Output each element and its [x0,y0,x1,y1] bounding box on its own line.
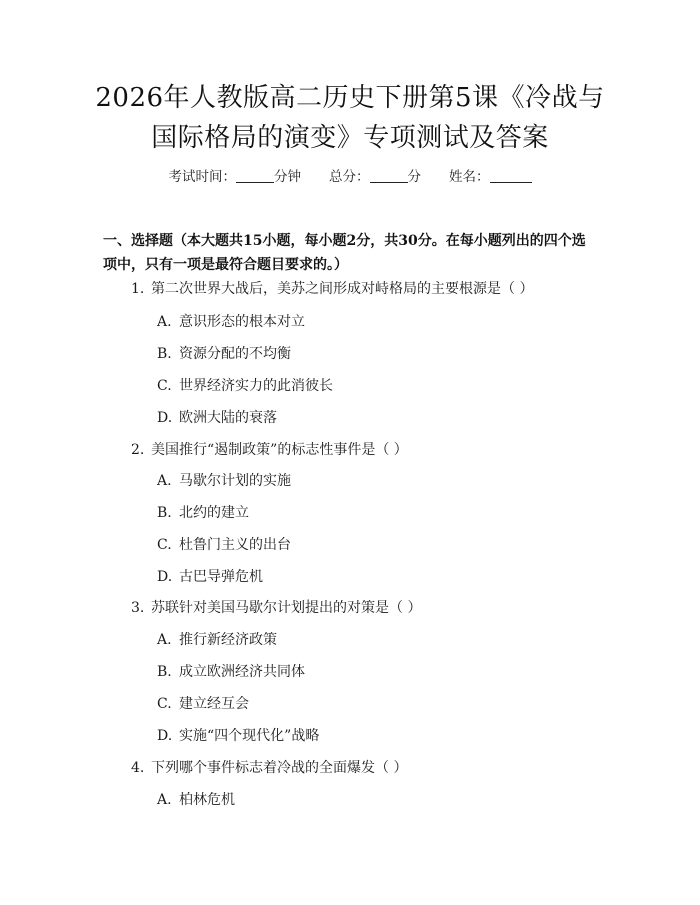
option-text: 古巴导弹危机 [179,569,263,585]
option-text: 实施“四个现代化”战略 [179,728,320,744]
option-text: 成立欧洲经济共同体 [179,664,305,680]
question-number: 3. [131,600,145,616]
question-1-option-d [157,408,277,428]
time-label: 考试时间： [168,169,236,185]
section-heading-line-1: 一、选择题（本大题共15小题，每小题2分，共30分。在每小题列出的四个选 [103,233,586,249]
option-text: 马歇尔计划的实施 [179,473,291,489]
question-number: 2. [131,442,145,458]
question-text: 美国推行“遏制政策”的标志性事件是（ ） [151,442,408,458]
option-text: 北约的建立 [179,505,249,521]
question-1-option-c [157,376,333,396]
option-letter: A. [157,314,172,330]
question-3-option-b [157,662,305,682]
option-letter: A. [157,473,172,489]
question-number: 4. [131,760,145,776]
option-letter: B. [157,505,172,521]
option-text: 杜鲁门主义的出台 [179,537,291,553]
option-letter: A. [157,632,172,648]
option-letter: D. [157,410,173,426]
time-unit: 分钟 [274,169,301,185]
question-4 [131,758,407,778]
question-3 [131,598,421,618]
document-title-line-2: 国际格局的演变》专项测试及答案 [151,123,549,153]
option-letter: C. [157,537,172,553]
question-number: 1. [131,281,145,297]
option-letter: D. [157,569,173,585]
score-label: 总分： [329,169,370,185]
option-letter: D. [157,728,173,744]
option-text: 柏林危机 [179,792,235,808]
question-text: 苏联针对美国马歇尔计划提出的对策是（ ） [151,600,422,616]
question-text: 第二次世界大战后，美苏之间形成对峙格局的主要根源是（ ） [151,281,534,297]
question-3-option-a [157,630,277,650]
question-3-option-c [157,694,249,714]
name-label: 姓名： [449,169,490,185]
option-letter: C. [157,378,172,394]
option-text: 资源分配的不均衡 [179,346,291,362]
option-text: 世界经济实力的此消彼长 [179,378,333,394]
option-letter: A. [157,792,172,808]
option-text: 欧洲大陆的衰落 [179,410,277,426]
question-2-option-a [157,471,291,491]
question-2-option-c [157,535,291,555]
section-heading-line-2: 项中，只有一项是最符合题目要求的。） [103,257,348,273]
question-4-option-a [157,790,235,810]
option-text: 推行新经济政策 [179,632,277,648]
option-text: 意识形态的根本对立 [179,314,305,330]
option-letter: B. [157,664,172,680]
name-blank [490,168,532,183]
question-1-option-b [157,344,291,364]
question-3-option-d [157,726,319,746]
question-2-option-d [157,567,263,587]
exam-meta-line [0,167,700,187]
question-1-option-a [157,312,305,332]
option-letter: C. [157,696,172,712]
question-2 [131,440,408,460]
document-title-line-1: 2026年人教版高二历史下册第5课《冷战与 [95,83,605,113]
time-blank [236,168,274,183]
question-1 [131,279,533,299]
score-unit: 分 [407,169,421,185]
score-blank [370,168,408,183]
option-text: 建立经互会 [179,696,249,712]
question-2-option-b [157,503,249,523]
option-letter: B. [157,346,172,362]
question-text: 下列哪个事件标志着冷战的全面爆发（ ） [151,760,408,776]
